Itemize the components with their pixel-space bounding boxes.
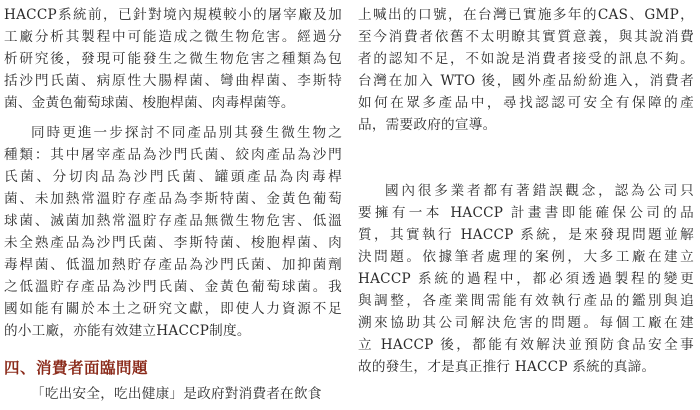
text-line: 菌、金黃色葡萄球菌、梭胞桿菌、肉毒桿菌等。 — [4, 95, 295, 111]
text-line: 要擁有一本 HACCP 計畫書即能確保公司的品 — [358, 205, 694, 221]
text-line: 者的認知不足，不如說是消費者接受的訊息不夠。 — [358, 51, 694, 67]
paragraph-industry-misconceptions — [358, 180, 694, 378]
text-line: 如何在眾多產品中，尋找認認可安全有保障的產 — [358, 95, 694, 111]
text-line: 之低溫貯存產品為沙門氏菌、金黃色葡萄球菌。我 — [4, 279, 342, 295]
text-line: 國如能有關於本土之研究文獻，即使人力資源不足 — [4, 301, 342, 317]
text-line: 至今消費者依舊不太明瞭其實質意義，與其說消費 — [358, 29, 694, 45]
right-column — [358, 4, 694, 378]
text-line: 析研究後，發現可能發生之微生物危害之種類為包 — [4, 51, 342, 67]
text-line: HACCP系統前，已針對境內規模較小的屠宰廠及加 — [4, 7, 342, 23]
text-line: 台灣在加入 WTO 後，國外產品紛紛進入，消費者 — [358, 73, 694, 89]
text-line: 故的發生，才是真正推行 HACCP 系統的真諦。 — [358, 359, 656, 375]
text-line: 菌、未加熱常溫貯存產品為李斯特菌、金黃色葡萄 — [4, 191, 342, 207]
left-column — [4, 4, 342, 342]
text-line: 上喊出的口號，在台灣已實施多年的CAS、GMP， — [358, 7, 694, 23]
text-line: 品，需要政府的宣導。 — [358, 117, 497, 133]
text-line: 未全熟產品為沙門氏菌、李斯特菌、梭胞桿菌、肉 — [4, 235, 342, 251]
text-line: 質，其實執行 HACCP 系統，是來發現問題並解 — [358, 227, 694, 243]
text-line: 球菌、滅菌加熱常溫貯存產品無微生物危害、低溫 — [4, 213, 342, 229]
paragraph-consumer-awareness — [358, 4, 694, 136]
text-line: 決問題。依據筆者處理的案例，大多工廠在建立 — [358, 249, 694, 265]
text-line: 的小工廠，亦能有效建立HACCP制度。 — [4, 323, 251, 339]
text-line: 國內很多業者都有著錯誤觀念，認為公司只 — [385, 183, 694, 199]
text-line: 與調整，各產業間需能有效執行產品的鑑別與追 — [358, 293, 694, 309]
text-line: 立 HACCP 後，都能有效解決並預防食品安全事 — [358, 337, 694, 353]
text-line: 同時更進一步探討不同產品別其發生微生物之 — [31, 125, 342, 141]
text-line: 毒桿菌、低溫加熱貯存產品為沙門氏菌、加抑菌劑 — [4, 257, 342, 273]
paragraph-product-microbes — [4, 122, 342, 342]
section-heading: 四、消費者面臨問題 — [4, 359, 149, 377]
text-line: 溯來協助其公司解決危害的問題。每個工廠在建 — [358, 315, 694, 331]
text-line: 種類：其中屠宰產品為沙門氏菌、絞肉產品為沙門 — [4, 147, 342, 163]
text-line: HACCP 系統的過程中，都必須透過製程的變更 — [358, 271, 694, 287]
text-line: 工廠分析其製程中可能造成之微生物危害。經過分 — [4, 29, 342, 45]
text-line: 「吃出安全，吃出健康」是政府對消費者在飲食 — [31, 386, 322, 402]
paragraph-haccp-analysis — [4, 4, 342, 114]
text-line: 括沙門氏菌、病原性大腸桿菌、彎曲桿菌、李斯特 — [4, 73, 342, 89]
text-line: 氏菌、分切肉品為沙門氏菌、罐頭產品為肉毒桿 — [4, 169, 342, 185]
